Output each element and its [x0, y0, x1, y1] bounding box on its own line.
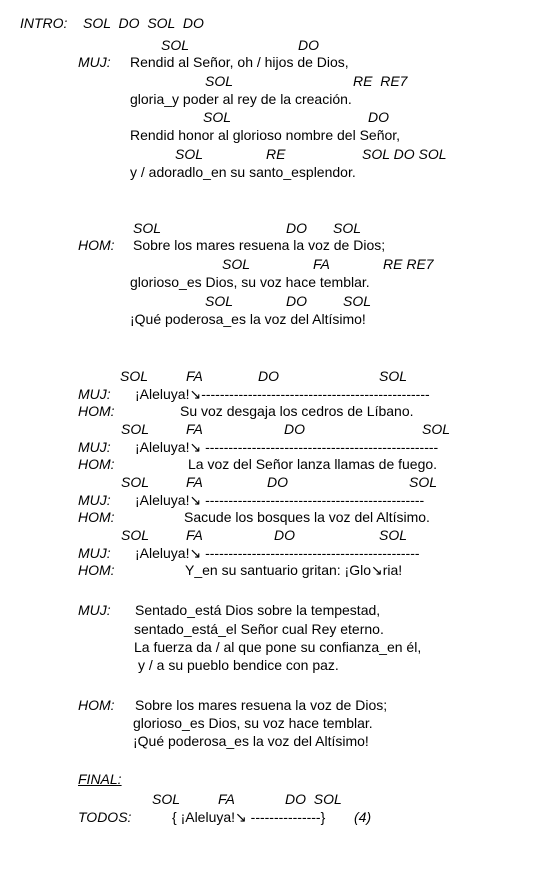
chord: SOL	[120, 368, 149, 384]
chord: DO	[258, 368, 279, 384]
lyric-line: y / a su pueblo bendice con paz.	[138, 657, 339, 673]
chord: DO	[286, 293, 307, 309]
lyric-line: Rendid honor al glorioso nombre del Señor,	[130, 127, 401, 143]
chord: SOL	[379, 527, 408, 543]
lyric-line: Sobre los mares resuena la voz de Dios;	[133, 237, 386, 253]
aleluya-line: ¡Aleluya!↘ -----------------------------------------------	[135, 492, 425, 508]
chord: SOL	[222, 256, 251, 272]
chord: DO	[267, 474, 288, 490]
chord: FA	[186, 527, 203, 543]
lyric-line: y / adoradlo_en su santo_esplendor.	[130, 164, 356, 180]
lyric-line: Sacude los bosques la voz del Altísimo.	[184, 509, 430, 525]
chord: SOL	[175, 146, 204, 162]
speaker-label: MUJ:	[78, 602, 111, 618]
lyric-line: ¡Qué poderosa_es la voz del Altísimo!	[133, 733, 369, 749]
speaker-label: HOM:	[78, 237, 115, 253]
chord: SOL	[121, 474, 150, 490]
aleluya-line: ¡Aleluya!↘ --------------------------------------------------	[135, 439, 439, 455]
lyric-line: Y_en su santuario gritan: ¡Glo↘ria!	[185, 562, 403, 578]
repeat-count: (4)	[354, 809, 372, 825]
chord: SOL	[203, 109, 232, 125]
lyric-line: La voz del Señor lanza llamas de fuego.	[188, 456, 438, 472]
chord: DO	[298, 37, 319, 53]
lyric-line: Sobre los mares resuena la voz de Dios;	[135, 697, 388, 713]
lyric-line: ¡Qué poderosa_es la voz del Altísimo!	[130, 311, 366, 327]
chord: DO	[368, 109, 389, 125]
chord: DO SOL	[285, 791, 342, 807]
chord: SOL	[333, 220, 362, 236]
chord: SOL	[121, 421, 150, 437]
lyric-line: glorioso_es Dios, su voz hace temblar.	[133, 715, 373, 731]
intro-chords: SOL DO SOL DO	[83, 15, 204, 31]
speaker-label: HOM:	[78, 562, 115, 578]
lyric-line: Rendid al Señor, oh / hijos de Dios,	[130, 54, 349, 70]
chord: SOL	[343, 293, 372, 309]
speaker-label: TODOS:	[78, 809, 132, 825]
chord: RE	[266, 146, 286, 162]
speaker-label: HOM:	[78, 456, 115, 472]
chord: FA	[186, 421, 203, 437]
chord: FA	[186, 368, 203, 384]
chord: FA	[218, 791, 235, 807]
chord: RE RE7	[383, 256, 434, 272]
lyric-line: sentado_está_el Señor cual Rey eterno.	[134, 621, 384, 637]
chord: DO	[274, 527, 295, 543]
chord: SOL DO SOL	[362, 146, 447, 162]
chord: SOL	[121, 527, 150, 543]
speaker-label: MUJ:	[78, 386, 111, 402]
chord: SOL	[152, 791, 181, 807]
chord: DO	[286, 220, 307, 236]
speaker-label: HOM:	[78, 697, 115, 713]
aleluya-line: ¡Aleluya!↘ ----------------------------------------------	[135, 545, 420, 561]
chord: SOL	[379, 368, 408, 384]
chord: SOL	[409, 474, 438, 490]
chord: SOL	[205, 73, 234, 89]
speaker-label: MUJ:	[78, 545, 111, 561]
lyric-line: gloria_y poder al rey de la creación.	[130, 91, 352, 107]
aleluya-line: { ¡Aleluya!↘ ---------------}	[172, 809, 326, 825]
chord: RE RE7	[353, 73, 408, 89]
chord: SOL	[422, 421, 451, 437]
speaker-label: HOM:	[78, 509, 115, 525]
chord: DO	[284, 421, 305, 437]
lyric-line: Su voz desgaja los cedros de Líbano.	[180, 403, 414, 419]
lyric-line: La fuerza da / al que pone su confianza_en él,	[134, 639, 422, 655]
speaker-label: MUJ:	[78, 54, 111, 70]
intro-label: INTRO:	[20, 15, 68, 31]
aleluya-line: ¡Aleluya!↘-------------------------------------------------	[135, 386, 430, 402]
chord: SOL	[161, 37, 190, 53]
final-label: FINAL:	[78, 771, 122, 787]
lyric-line: glorioso_es Dios, su voz hace temblar.	[130, 274, 370, 290]
speaker-label: MUJ:	[78, 439, 111, 455]
chord: SOL	[133, 220, 162, 236]
chord: SOL	[205, 293, 234, 309]
lyric-line: Sentado_está Dios sobre la tempestad,	[135, 602, 381, 618]
speaker-label: HOM:	[78, 403, 115, 419]
speaker-label: MUJ:	[78, 492, 111, 508]
chord: FA	[313, 256, 330, 272]
chord: FA	[186, 474, 203, 490]
